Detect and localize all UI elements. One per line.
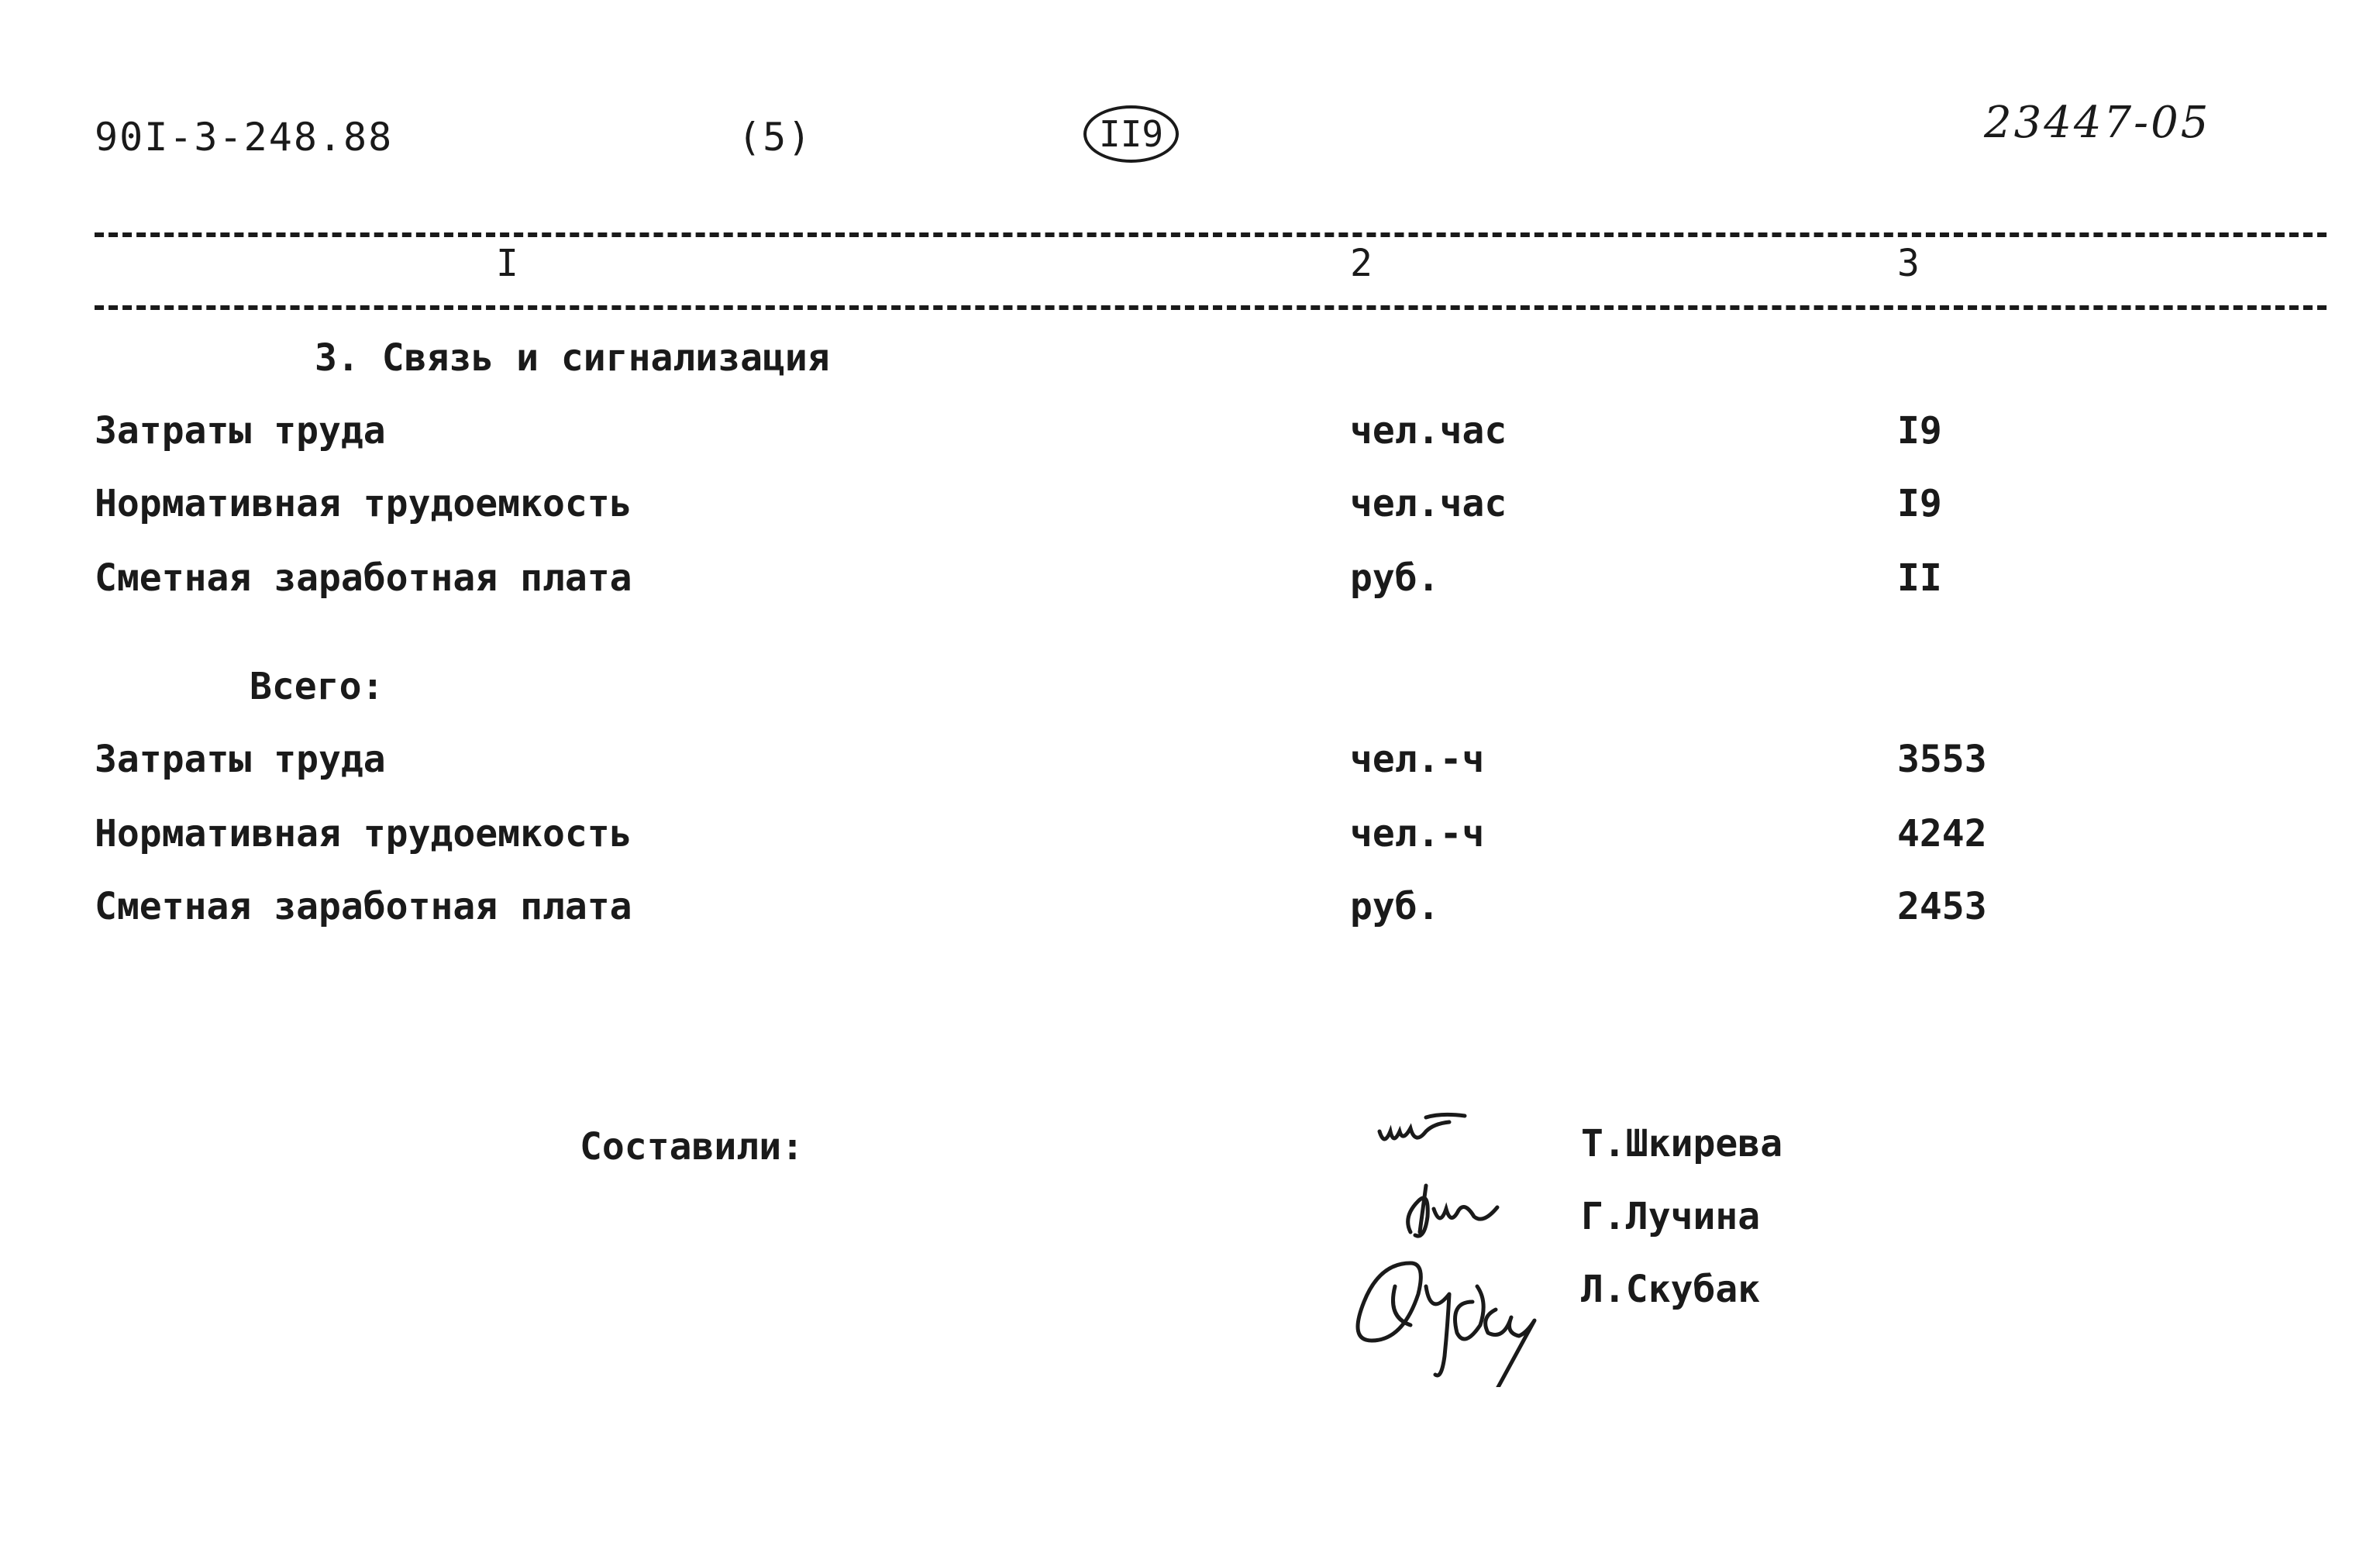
column-header-2: 2 — [1350, 242, 1373, 285]
document-code: 90I-3-248.88 — [95, 115, 394, 160]
row-label: Сметная заработная плата — [95, 556, 632, 600]
archive-number: 23447-05 — [1984, 98, 2211, 148]
row-label: Затраты труда — [95, 409, 386, 453]
compiler-name: Л.Скубак — [1581, 1268, 1761, 1311]
header-bottom-rule — [95, 305, 2327, 310]
row-value: II — [1897, 556, 1942, 600]
row-value: 4242 — [1897, 812, 1987, 855]
page-number: II9 — [1083, 105, 1179, 163]
column-header-1: I — [496, 242, 518, 285]
row-unit: руб. — [1350, 556, 1440, 600]
compiled-label: Составили: — [580, 1125, 804, 1169]
row-label: Сметная заработная плата — [95, 885, 632, 928]
row-value: 3553 — [1897, 738, 1987, 781]
compiler-name: Г.Лучина — [1581, 1195, 1761, 1238]
row-value: I9 — [1897, 409, 1942, 453]
row-unit: руб. — [1350, 885, 1440, 928]
header-top-rule — [95, 232, 2327, 237]
row-value: I9 — [1897, 482, 1942, 525]
row-value: 2453 — [1897, 885, 1987, 928]
row-unit: чел.час — [1350, 409, 1507, 453]
compiler-name: Т.Шкирева — [1581, 1122, 1783, 1165]
column-header-3: 3 — [1897, 242, 1920, 285]
signature-1 — [1372, 1100, 1480, 1162]
row-label: Нормативная трудоемкость — [95, 482, 632, 525]
total-title: Всего: — [250, 665, 384, 708]
row-unit: чел.-ч — [1350, 812, 1485, 855]
row-label: Нормативная трудоемкость — [95, 812, 632, 855]
section-title: 3. Связь и сигнализация — [315, 336, 830, 380]
signature-3 — [1341, 1240, 1581, 1387]
row-label: Затраты труда — [95, 738, 386, 781]
part-number: (5) — [738, 115, 813, 160]
row-unit: чел.-ч — [1350, 738, 1485, 781]
row-unit: чел.час — [1350, 482, 1507, 525]
